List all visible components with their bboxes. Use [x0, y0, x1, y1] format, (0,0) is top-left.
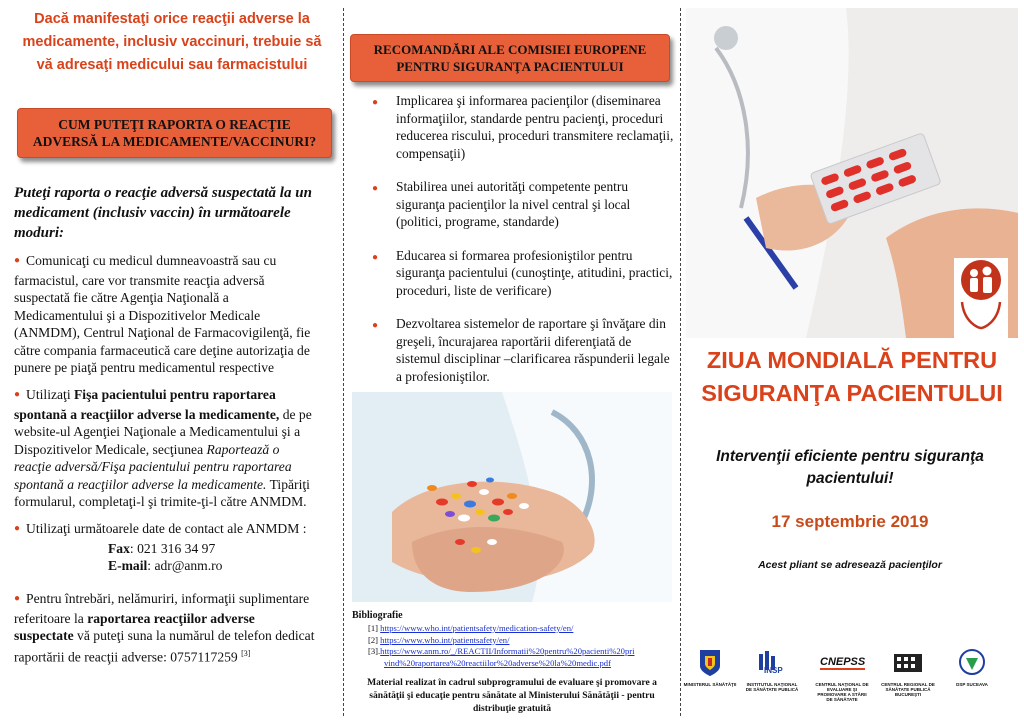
main-title: ZIUA MONDIALĂ PENTRU SIGURANŢA PACIENTULUI — [701, 347, 1003, 406]
bullet-icon: ● — [372, 320, 379, 331]
recommendations-list — [372, 92, 677, 401]
bullet-icon: ● — [372, 97, 379, 108]
event-date: 17 septembrie 2019 — [771, 512, 929, 531]
warning-header: Dacă manifestaţi orice reacţii adverse la medicamente, inclusiv vaccinuri, trebuie să vă adresaţi medicului sau farmacistului — [22, 11, 322, 73]
bibliography-link[interactable]: https://www.anm.ro/_/REACTII/Informatii%20pentru%20pacienti%20pri — [380, 646, 635, 656]
material-note: Material realizat în cadrul subprogramului de evaluare şi promovare a sănătăţii şi educaţie pentru sănătate al Ministerului Sănătăţii - pentru distribuţie gratuită — [367, 677, 657, 714]
report-banner: CUM PUTEŢI RAPORTA O REACŢIE ADVERSĂ LA MEDICAMENTE/VACCINURI? — [17, 108, 332, 158]
list-item: ● Implicarea şi informarea pacienţilor (diseminarea informaţiilor, standarde pentru pacienţi, proceduri reducerea riscului, proceduri transmitere reclamaţii, compensaţii) — [372, 93, 674, 161]
subtitle: Intervenţii eficiente pentru siguranţa pacientului! — [716, 448, 984, 487]
list-item: ● Utilizaţi următoarele date de contact ale ANMDM : Fax: 021 316 34 97 E-mail: adr@anm.ro — [14, 521, 307, 573]
bibliography-title: Bibliografie — [352, 610, 403, 621]
bullet-icon: ● — [14, 523, 21, 534]
bibliography-link[interactable]: https://www.who.int/patientsafety/en/ — [380, 634, 510, 645]
list-item: [3].https://www.anm.ro/_/REACTII/Informatii%20pentru%20pacienti%20pri — [368, 646, 635, 656]
bullet-icon: ● — [14, 255, 21, 266]
ministry-logo: MINISTERUL SĂNĂTĂŢII — [698, 648, 722, 683]
bullet-icon: ● — [372, 183, 379, 194]
dsp-logo: DSP SUCEAVA — [958, 648, 986, 683]
patient-safety-icon — [954, 258, 1008, 338]
report-intro: Puteţi raporta o reacţie adversă suspectată la un medicament (inclusiv vaccin) în următoarele moduri: — [14, 185, 312, 241]
list-item: ● Pentru întrebări, nelămuriri, informaţii suplimentare referitoare la raportarea reacţiilor adverse suspectate vă puteţi suna la numărul de telefon dedicat raportării de reacţii adverse: 0757117259 [3] — [14, 591, 315, 665]
bibliography-list — [368, 623, 678, 669]
list-item: [2] https://www.who.int/patientsafety/en/ — [368, 634, 510, 645]
bullet-icon: ● — [14, 389, 21, 400]
partner-logos — [683, 648, 1016, 702]
list-item: ● Utilizaţi Fişa pacientului pentru raportarea spontană a reacţiilor adverse la medicamente, de pe website-ul Agenţiei Naţionale a Medicamentului şi a Dispozitivelor Medicale, secţiunea Raportează o reacţie adversă/Fişa pacientului pentru raportarea spontană a reacţiilor adverse la medicamente. Tipăriţi formularul, completaţi-l şi trimite-ţi-l către ANMDM. — [14, 387, 312, 509]
list-item: ● Stabilirea unei autorităţi competente pentru siguranţa pacienţilor la nivel central şi local (politici, programe, standarde) — [372, 179, 631, 229]
doctor-patient-photo — [686, 8, 1018, 338]
pills-hands-illustration — [352, 392, 672, 602]
fold-divider — [343, 8, 344, 716]
bullet-icon: ● — [14, 593, 21, 604]
list-item: ● Comunicaţi cu medicul dumneavoastră sau cu farmacistul, care vor transmite reacţia adversă suspectată fie către Agenţia Naţională a Medicamentului şi a Dispozitivelor Medicale (ANMDM), Centrul Naţional de Farmacovigilenţă, fie către compania farmaceutică care deţine autorizaţia de punere pe piaţă pentru medicamentul respective — [14, 253, 311, 375]
crsp-logo: CENTRUL REGIONAL DE SĂNĂTATE PUBLICĂ BUCUREŞTI — [892, 648, 924, 681]
pills-hands-photo — [352, 392, 672, 602]
cnepss-logo: CNEPSS CENTRUL NAŢIONAL DE EVALUARE ŞI PROMOVARE A STĂRII DE SĂNĂTATE — [815, 656, 869, 702]
bibliography-link[interactable]: vind%20raportarea%20reactiilor%20adverse%20la%20medic.pdf — [384, 657, 611, 668]
insp-logo: INSP INSTITUTUL NAŢIONAL DE SĂNĂTATE PUBLICĂ — [756, 648, 786, 683]
fold-divider — [680, 8, 681, 716]
audience-note: Acest pliant se adresează pacienţilor — [758, 559, 942, 571]
list-item: [1] https://www.who.int/patientsafety/medication-safety/en/ — [368, 623, 574, 633]
recommendations-banner: RECOMANDĂRI ALE COMISIEI EUROPENE PENTRU SIGURANŢA PACIENTULUI — [350, 34, 670, 82]
bullet-icon: ● — [372, 251, 379, 263]
bibliography-link[interactable]: https://www.who.int/patientsafety/medication-safety/en/ — [380, 623, 574, 633]
list-item: ● Dezvoltarea sistemelor de raportare şi învăţare din greşeli, încurajarea raportării diferenţiată de sistemul disciplinar –clarificarea răspunderii legale a profesioniştilor. — [372, 316, 670, 384]
list-item: ● Educarea si formarea profesioniştilor pentru siguranţa pacientului (cunoştinţe, atitudini, practici, proceduri, liste de verificare) — [372, 247, 673, 298]
